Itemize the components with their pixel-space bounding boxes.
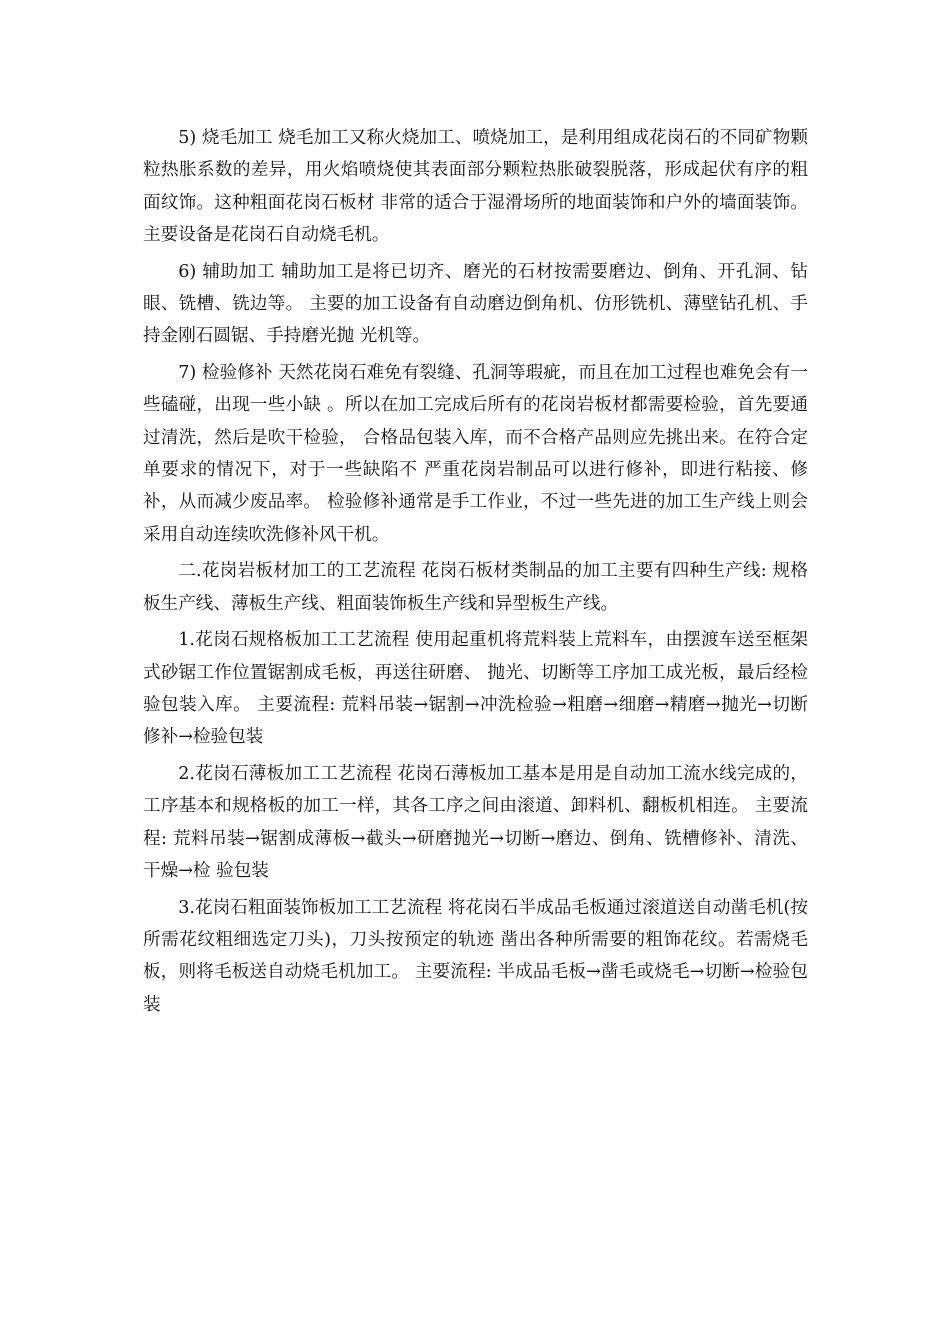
paragraph-rough-surface-flow: 3.花岗石粗面装饰板加工工艺流程 将花岗石半成品毛板通过滚道送自动凿毛机(按所需花纹粗细选定刀头)，刀头按预定的轨迹 凿出各种所需要的粗饰花纹。若需烧毛板，则将毛板送自动烧毛机加工。 主要流程: 半成品毛板→凿毛或烧毛→切断→检验包装 bbox=[143, 897, 808, 1015]
paragraph-thin-slab-flow: 2.花岗石薄板加工工艺流程 花岗石薄板加工基本是用是自动加工流水线完成的，工序基本和规格板的加工一样，其各工序之间由滚道、卸料机、翻板机相连。 主要流程: 荒料吊装→锯割成薄板→截头→研磨抛光→切断→磨边、倒角、铣槽修补、清洗、干燥→检 验包装 bbox=[143, 764, 808, 882]
paragraph-standard-slab-flow: 1.花岗石规格板加工工艺流程 使用起重机将荒料装上荒料车，由摆渡车送至框架式砂锯工作位置锯割成毛板，再送往研磨、 抛光、切断等工序加工成光板，最后经检验包装入库。 主要流程: 荒料吊装→锯割→冲洗检验→粗磨→细磨→精磨→抛光→切断修补→检验包装 bbox=[143, 630, 808, 748]
document-body bbox=[143, 122, 808, 1026]
paragraph-inspection-repair: 7) 检验修补 天然花岗石难免有裂缝、孔洞等瑕疵，而且在加工过程也难免会有一些磕碰，出现一些小缺 。所以在加工完成后所有的花岗岩板材都需要检验，首先要通过清洗，然后是吹干检验， 合格品包装入库，而不合格产品则应先挑出来。在符合定单要求的情况下，对于一些缺陷不 严重花岗岩制品可以进行修补，即进行粘接、修补，从而减少废品率。 检验修补通常是手工作业，不过一些先进的加工生产线上则会采用自动连续吹洗修补风干机。 bbox=[143, 363, 808, 545]
paragraph-fire-finishing: 5) 烧毛加工 烧毛加工又称火烧加工、喷烧加工，是利用组成花岗石的不同矿物颗粒热胀系数的差异，用火焰喷烧使其表面部分颗粒热胀破裂脱落，形成起伏有序的粗面纹饰。这种粗面花岗石板材 非常的适合于湿滑场所的地面装饰和户外的墙面装饰。 主要设备是花岗石自动烧毛机。 bbox=[143, 128, 808, 245]
paragraph-auxiliary-processing: 6) 辅助加工 辅助加工是将已切齐、磨光的石材按需要磨边、倒角、开孔洞、钻眼、铣槽、铣边等。 主要的加工设备有自动磨边倒角机、仿形铣机、薄壁钻孔机、手持金刚石圆锯、手持磨光抛 光机等。 bbox=[143, 261, 808, 347]
paragraph-process-flow-intro: 二.花岗岩板材加工的工艺流程 花岗石板材类制品的加工主要有四种生产线: 规格板生产线、薄板生产线、粗面装饰板生产线和异型板生产线。 bbox=[143, 561, 808, 614]
